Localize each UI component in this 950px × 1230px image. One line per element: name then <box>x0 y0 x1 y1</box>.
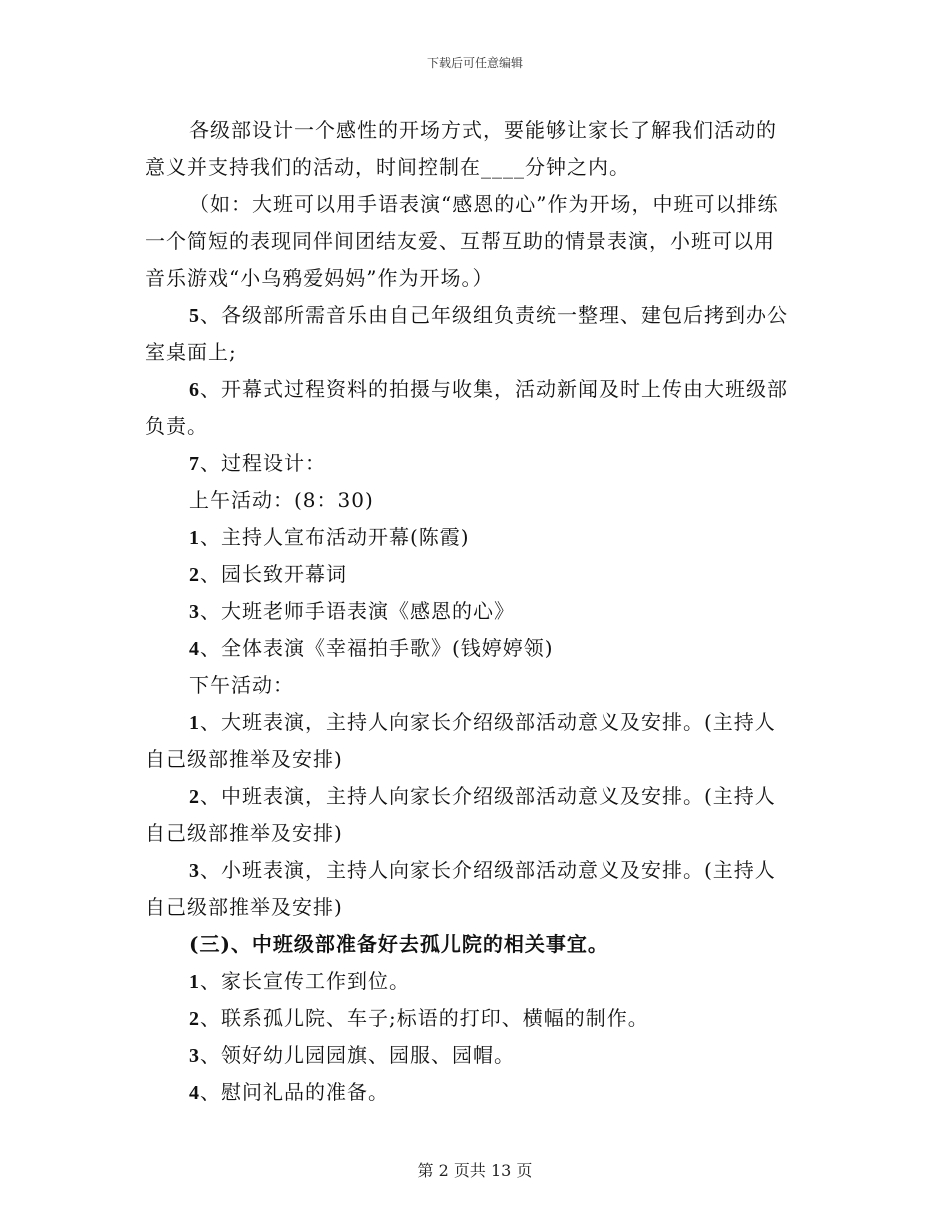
line-text: （如：大班可以用手语表演“感恩的心”作为开场，中班可以排练 <box>189 192 779 216</box>
text-line <box>145 630 810 667</box>
item-number: 1 <box>189 527 200 549</box>
text-line <box>145 1000 810 1037</box>
document-body <box>145 112 810 1111</box>
line-text: 、主持人宣布活动开幕(陈霞) <box>200 525 470 549</box>
text-line <box>145 556 810 593</box>
page-footer: 第 2 页共 13 页 <box>417 1161 533 1180</box>
line-text: 意义并支持我们的活动，时间控制在____分钟之内。 <box>145 155 630 179</box>
line-text: 、小班表演，主持人向家长介绍级部活动意义及安排。(主持人 <box>200 858 776 882</box>
text-line <box>145 926 810 963</box>
text-line <box>145 1037 810 1074</box>
line-text: 、领好幼儿园园旗、园服、园帽。 <box>200 1043 515 1067</box>
item-number: 7 <box>189 453 200 475</box>
line-text: 、大班表演，主持人向家长介绍级部活动意义及安排。(主持人 <box>200 710 776 734</box>
text-line <box>145 852 810 889</box>
text-line <box>145 445 810 482</box>
line-text: 各级部设计一个感性的开场方式，要能够让家长了解我们活动的 <box>189 118 777 142</box>
line-text: 、各级部所需音乐由自己年级组负责统一整理、建包后拷到办公 <box>200 303 788 327</box>
text-line <box>145 704 810 741</box>
line-text: 室桌面上; <box>145 340 237 364</box>
item-number: 4 <box>189 1082 200 1104</box>
text-line <box>145 778 810 815</box>
text-line <box>145 519 810 556</box>
line-text: 、家长宣传工作到位。 <box>200 969 410 993</box>
line-text: 、开幕式过程资料的拍摄与收集，活动新闻及时上传由大班级部 <box>200 377 788 401</box>
line-text: 自己级部推举及安排) <box>145 821 343 845</box>
line-text: 音乐游戏“小乌鸦爱妈妈”作为开场。） <box>145 266 494 290</box>
line-text: 一个简短的表现同伴间团结友爱、互帮互助的情景表演，小班可以用 <box>145 229 775 253</box>
line-text: 、联系孤儿院、车子;标语的打印、横幅的制作。 <box>200 1006 649 1030</box>
text-line <box>145 223 810 260</box>
text-line <box>145 963 810 1000</box>
item-number: 6 <box>189 379 200 401</box>
line-text: 自己级部推举及安排) <box>145 747 343 771</box>
text-line <box>145 112 810 149</box>
item-number: 2 <box>189 786 200 808</box>
text-line <box>145 667 810 704</box>
item-number: 3 <box>189 860 200 882</box>
line-text: 、过程设计： <box>200 451 326 475</box>
line-text: 、慰问礼品的准备。 <box>200 1080 389 1104</box>
line-text: (三)、中班级部准备好去孤儿院的相关事宜。 <box>189 932 609 956</box>
text-line <box>145 889 810 926</box>
line-text: 、全体表演《幸福拍手歌》(钱婷婷领) <box>200 636 554 660</box>
item-number: 1 <box>189 712 200 734</box>
text-line <box>145 371 810 408</box>
page-header: 下载后可任意编辑 <box>426 56 523 70</box>
line-text: 负责。 <box>145 414 208 438</box>
text-line <box>145 741 810 778</box>
text-line <box>145 815 810 852</box>
text-line <box>145 408 810 445</box>
item-number: 3 <box>189 601 200 623</box>
line-text: 、中班表演，主持人向家长介绍级部活动意义及安排。(主持人 <box>200 784 776 808</box>
text-line <box>145 334 810 371</box>
line-text: 下午活动： <box>189 673 294 697</box>
item-number: 2 <box>189 564 200 586</box>
text-line <box>145 297 810 334</box>
text-line <box>145 593 810 630</box>
line-text: 上午活动：(8：30) <box>189 488 374 512</box>
line-text: 自己级部推举及安排) <box>145 895 343 919</box>
item-number: 2 <box>189 1008 200 1030</box>
text-line <box>145 260 810 297</box>
text-line <box>145 149 810 186</box>
item-number: 1 <box>189 971 200 993</box>
text-line <box>145 186 810 223</box>
item-number: 3 <box>189 1045 200 1067</box>
text-line <box>145 482 810 519</box>
item-number: 4 <box>189 638 200 660</box>
line-text: 、园长致开幕词 <box>200 562 347 586</box>
text-line <box>145 1074 810 1111</box>
item-number: 5 <box>189 305 200 327</box>
line-text: 、大班老师手语表演《感恩的心》 <box>200 599 515 623</box>
